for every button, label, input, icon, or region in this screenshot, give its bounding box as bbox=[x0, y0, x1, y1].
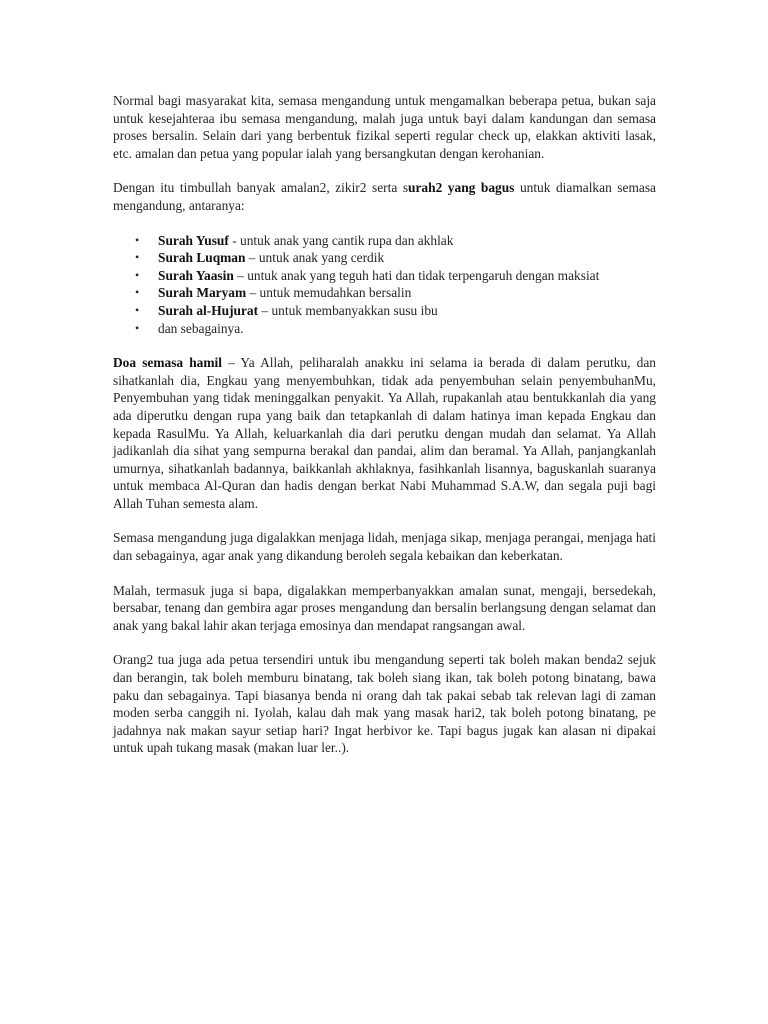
doa-text: – Ya Allah, peliharalah anakku ini selama ia berada di dalam perutku, dan sihatkanlah dia, Engkau yang menyembuhkan, tidak ada penyembuhan selain penyembuhanMu, Penyembuhan yang tidak meninggalkan penyakit. Ya Allah, rupakanlah atau bentukkanlah dia yang ada diperutku dengan rupa yang baik dan tetapkanlah di dalam hatinya iman kepada Engkau dan kepada RasulMu. Ya Allah, keluarkanlah dia dari perutku dengan mudah dan selamat. Ya Allah jadikanlah dia sihat yang sempurna berakal dan pandai, alim dan beramal. Ya Allah, panjangkanlah umurnya, sihatkanlah badannya, baikkanlah akhlaknya, fasihkanlah lisannya, baguskanlah suaranya untuk membaca Al-Quran dan hadis dengan berkat Nabi Muhammad S.A.W, dan segala puji bagi Allah Tuhan semesta alam. bbox=[113, 355, 656, 511]
surah-name: Surah al-Hujurat bbox=[158, 302, 259, 318]
document-body bbox=[113, 92, 656, 774]
doa-heading: Doa semasa hamil bbox=[113, 355, 222, 371]
paragraph-behaviour: Semasa mengandung juga digalakkan menjaga lidah, menjaga sikap, menjaga perangai, menjaga hati dan sebagainya, agar anak yang dikandung beroleh segala kebaikan dan keberkatan. bbox=[113, 530, 656, 564]
bullet-icon: • bbox=[135, 320, 140, 335]
list-item bbox=[113, 302, 656, 320]
bold-phrase: urah2 yang bagus bbox=[408, 180, 515, 196]
surah-list bbox=[113, 232, 656, 338]
list-item-text: dan sebagainya. bbox=[158, 320, 244, 336]
bullet-icon: • bbox=[135, 285, 140, 300]
paragraph-doa bbox=[113, 354, 656, 512]
surah-description: – untuk memudahkan bersalin bbox=[246, 285, 412, 301]
list-item bbox=[113, 249, 656, 267]
bullet-icon: • bbox=[135, 267, 140, 282]
surah-description: – untuk anak yang teguh hati dan tidak terpengaruh dengan maksiat bbox=[233, 267, 600, 283]
list-item bbox=[113, 320, 656, 338]
list-item bbox=[113, 232, 656, 250]
paragraph-surah-intro bbox=[113, 179, 656, 214]
bullet-icon: • bbox=[135, 250, 140, 265]
surah-name: Surah Yaasin bbox=[158, 267, 234, 283]
paragraph-text: Dengan itu timbullah banyak amalan2, zikir2 serta s bbox=[113, 180, 409, 196]
paragraph-father: Malah, termasuk juga si bapa, digalakkan memperbanyakkan amalan sunat, mengaji, bersedekah, bersabar, tenang dan gembira agar proses mengandung dan bersalin berlangsung dengan selamat dan anak yang bakal lahir akan terjaga emosinya dan mendapat rangsangan awal. bbox=[113, 582, 656, 633]
surah-description: – untuk anak yang cerdik bbox=[245, 250, 385, 266]
list-item bbox=[113, 284, 656, 302]
surah-description: – untuk membanyakkan susu ibu bbox=[258, 302, 438, 318]
paragraph-intro: Normal bagi masyarakat kita, semasa mengandung untuk mengamalkan beberapa petua, bukan saja untuk kesejahteraa ibu semasa mengandung, malah juga untuk bayi dalam kandungan dan semasa proses bersalin. Selain dari yang berbentuk fizikal seperti regular check up, elakkan aktiviti lasak, etc. amalan dan petua yang popular ialah yang bersangkutan dengan kerohanian. bbox=[113, 93, 656, 161]
bullet-icon: • bbox=[135, 232, 140, 247]
surah-name: Surah Luqman bbox=[158, 250, 246, 266]
surah-description: - untuk anak yang cantik rupa dan akhlak bbox=[228, 232, 454, 248]
bullet-icon: • bbox=[135, 302, 140, 317]
paragraph-traditional-tips: Orang2 tua juga ada petua tersendiri untuk ibu mengandung seperti tak boleh makan benda2 sejuk dan berangin, tak boleh memburu binatang, tak boleh siang ikan, tak boleh potong binatang, bawa paku dan sebagainya. Tapi biasanya benda ni orang dah tak pakai sebab tak relevan lagi di zaman moden serba canggih ni. Iyolah, kalau dah mak yang masak hari2, tak boleh potong binatang, pe jadahnya nak makan sayur setiap hari? Ingat herbivor ke. Tapi bagus jugak kan alasan ni dipakai untuk upah tukang masak (makan luar ler..). bbox=[113, 652, 656, 756]
list-item bbox=[113, 267, 656, 285]
surah-name: Surah Yusuf bbox=[158, 232, 229, 248]
paragraph-text: untuk diamalkan semasa mengandung, antaranya: bbox=[113, 180, 656, 213]
surah-name: Surah Maryam bbox=[158, 285, 247, 301]
